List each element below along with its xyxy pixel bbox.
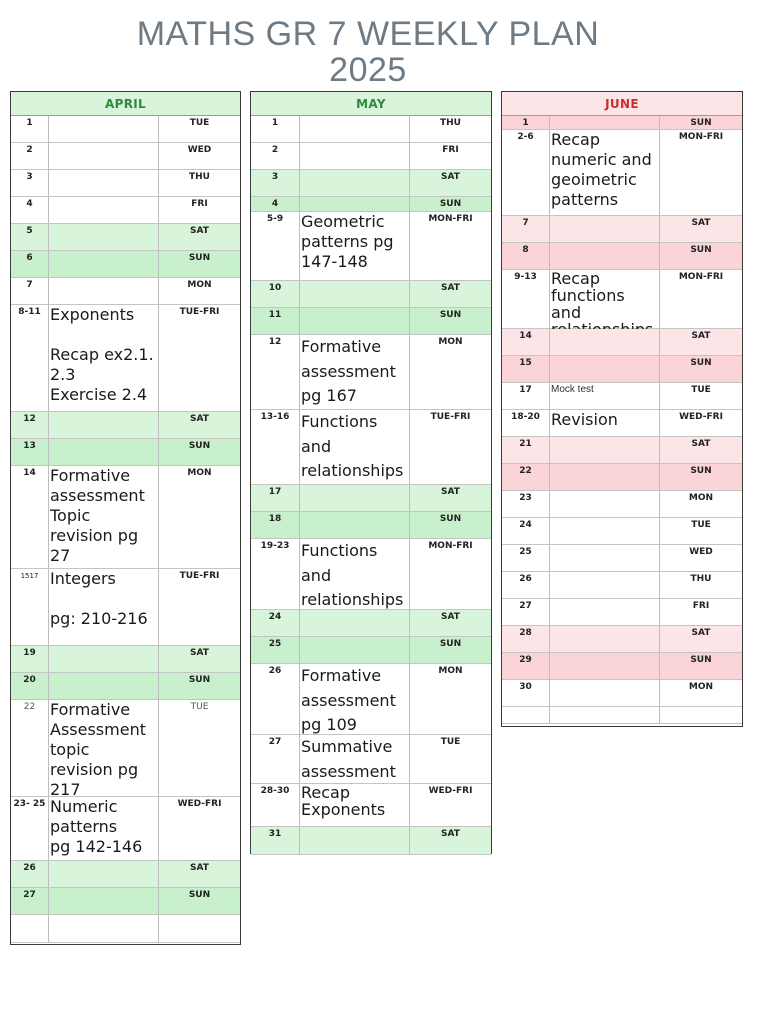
may-row — [251, 410, 491, 485]
april-date-cell: 27 — [11, 888, 49, 914]
april-date-cell: 1 — [11, 116, 49, 142]
april-row — [11, 673, 240, 700]
june-date-cell: 23 — [502, 491, 550, 517]
june-topic-cell — [550, 243, 660, 269]
may-topic-cell: Summative assessment — [300, 735, 410, 783]
june-date-cell: 8 — [502, 243, 550, 269]
june-row — [502, 243, 742, 270]
june-topic-cell — [550, 599, 660, 625]
may-row — [251, 281, 491, 308]
april-date-cell: 7 — [11, 278, 49, 304]
april-weekday-cell: MON — [187, 280, 212, 290]
june-date-cell: 26 — [502, 572, 550, 598]
april-topic-cell: Integers pg: 210-216 — [49, 569, 159, 645]
june-topic-cell: Revision — [550, 410, 660, 436]
april-row — [11, 412, 240, 439]
may-row — [251, 784, 491, 827]
april-date-cell: 4 — [11, 197, 49, 223]
may-weekday-cell: FRI — [442, 145, 459, 155]
june-topic-cell: Recap functions and — [550, 270, 660, 328]
june-row — [502, 599, 742, 626]
may-topic-cell — [300, 170, 410, 196]
april-date-cell: 12 — [11, 412, 49, 438]
june-date-cell: 18-20 — [502, 410, 550, 436]
june-topic-cell — [550, 216, 660, 242]
may-weekday-cell: SAT — [441, 612, 460, 622]
april-topic-cell — [49, 278, 159, 304]
april-topic-cell — [49, 673, 159, 699]
april-weekday-cell: SUN — [188, 253, 211, 263]
may-topic-cell — [300, 197, 410, 211]
april-row — [11, 466, 240, 569]
may-weekday-cell: MON-FRI — [428, 541, 473, 551]
may-weekday-cell: TUE — [440, 737, 461, 747]
june-topic-cell — [550, 116, 660, 129]
june-row — [502, 356, 742, 383]
june-date-cell: 1 — [502, 116, 550, 129]
june-weekday-cell: MON — [688, 682, 714, 692]
april-date-cell — [11, 915, 49, 942]
april-row — [11, 439, 240, 466]
may-row — [251, 335, 491, 410]
april-row — [11, 143, 240, 170]
june-weekday-cell: MON — [688, 493, 714, 503]
may-weekday-cell: THU — [440, 118, 461, 128]
may-topic-cell: Formative assessment pg 167 — [300, 335, 410, 409]
june-date-cell: 2-6 — [502, 130, 550, 215]
june-topic-cell: Recap numeric and geoimetric patterns — [550, 130, 660, 215]
may-topic-cell — [300, 308, 410, 334]
april-weekday-cell: TUE-FRI — [179, 307, 220, 317]
june-weekday-cell: MON-FRI — [678, 132, 724, 142]
june-row — [502, 545, 742, 572]
june-date-cell: 9-13 — [502, 270, 550, 328]
may-topic-cell — [300, 116, 410, 142]
may-topic-cell — [300, 485, 410, 511]
june-row — [502, 437, 742, 464]
title-line-2: 2025 — [329, 51, 407, 89]
april-weekday-cell: FRI — [191, 199, 208, 209]
june-date-cell: 7 — [502, 216, 550, 242]
june-row — [502, 216, 742, 243]
may-row — [251, 308, 491, 335]
may-row — [251, 735, 491, 784]
may-weekday-cell: WED-FRI — [428, 786, 473, 796]
june-topic-cell — [550, 572, 660, 598]
may-weekday-cell: SAT — [441, 487, 460, 497]
may-date-cell: 24 — [251, 610, 300, 636]
april-topic-cell: Formative Assessment topic revision pg 217 — [49, 700, 159, 796]
april-weekday-cell: SAT — [190, 414, 209, 424]
june-header: JUNE — [502, 92, 742, 116]
may-row — [251, 170, 491, 197]
june-topic-cell — [550, 329, 660, 355]
april-date-cell: 20 — [11, 673, 49, 699]
april-weekday-cell: WED-FRI — [177, 799, 222, 809]
june-row — [502, 626, 742, 653]
may-weekday-cell: TUE-FRI — [430, 412, 471, 422]
may-weekday-cell: SUN — [439, 514, 462, 524]
april-row — [11, 797, 240, 861]
may-row — [251, 143, 491, 170]
april-topic-cell — [49, 143, 159, 169]
may-column — [250, 91, 492, 854]
may-weekday-cell: SAT — [441, 283, 460, 293]
may-weekday-cell: MON — [438, 666, 463, 676]
june-weekday-cell: SUN — [690, 655, 712, 665]
june-weekday-cell: MON-FRI — [678, 272, 724, 282]
april-date-cell: 1517 — [11, 569, 49, 645]
june-row — [502, 383, 742, 410]
may-topic-cell: Functions and relationships — [300, 410, 410, 484]
june-weekday-cell: SAT — [691, 331, 711, 341]
may-topic-cell: Geometric patterns pg 147-148 — [300, 212, 410, 280]
june-row — [502, 518, 742, 545]
may-date-cell: 18 — [251, 512, 300, 538]
april-row — [11, 224, 240, 251]
may-row — [251, 116, 491, 143]
june-row — [502, 270, 742, 329]
may-date-cell: 10 — [251, 281, 300, 307]
april-weekday-cell — [159, 915, 240, 942]
april-row — [11, 251, 240, 278]
page-title — [0, 16, 736, 88]
may-topic-cell: Functions and relationships — [300, 539, 410, 609]
april-date-cell: 19 — [11, 646, 49, 672]
june-weekday-cell: SUN — [690, 358, 712, 368]
may-topic-cell: Formative assessment pg 109 — [300, 664, 410, 734]
april-date-cell: 13 — [11, 439, 49, 465]
april-weekday-cell: SUN — [188, 441, 211, 451]
april-row — [11, 170, 240, 197]
april-row — [11, 915, 240, 943]
june-row — [502, 464, 742, 491]
june-weekday-cell: TUE — [691, 385, 711, 395]
june-column — [501, 91, 743, 727]
june-topic-cell — [550, 464, 660, 490]
june-date-cell: 21 — [502, 437, 550, 463]
june-topic-cell — [550, 653, 660, 679]
may-row — [251, 512, 491, 539]
april-weekday-cell: SAT — [190, 863, 209, 873]
april-date-cell: 14 — [11, 466, 49, 568]
may-date-cell: 5-9 — [251, 212, 300, 280]
june-date-cell: 28 — [502, 626, 550, 652]
june-weekday-cell: FRI — [692, 601, 710, 611]
june-date-cell: 22 — [502, 464, 550, 490]
may-topic-cell: Recap Exponents — [300, 784, 410, 826]
may-date-cell: 26 — [251, 664, 300, 734]
may-date-cell: 25 — [251, 637, 300, 663]
june-date-cell: 27 — [502, 599, 550, 625]
april-row — [11, 197, 240, 224]
june-topic-cell — [550, 626, 660, 652]
may-topic-cell — [300, 143, 410, 169]
may-row — [251, 485, 491, 512]
april-topic-cell — [49, 197, 159, 223]
april-date-cell: 2 — [11, 143, 49, 169]
may-topic-cell — [300, 512, 410, 538]
june-weekday-cell: WED — [689, 547, 713, 557]
june-row — [502, 410, 742, 437]
april-row — [11, 305, 240, 412]
may-row — [251, 197, 491, 212]
may-weekday-cell: MON — [438, 337, 463, 347]
april-topic-cell — [49, 116, 159, 142]
april-row — [11, 569, 240, 646]
april-weekday-cell: WED — [187, 145, 212, 155]
june-date-cell: 14 — [502, 329, 550, 355]
may-weekday-cell: SUN — [439, 310, 462, 320]
april-topic-cell — [49, 861, 159, 887]
june-topic-cell — [550, 707, 660, 723]
april-weekday-cell: SUN — [188, 890, 211, 900]
april-weekday-cell: TUE-FRI — [179, 571, 220, 581]
april-weekday-cell: TUE — [189, 118, 210, 128]
may-weekday-cell: SUN — [439, 199, 462, 209]
april-weekday-cell: MON — [187, 468, 212, 478]
june-topic-cell — [550, 356, 660, 382]
june-row — [502, 130, 742, 216]
june-weekday-cell: SUN — [690, 245, 712, 255]
april-weekday-cell: SAT — [190, 648, 209, 658]
may-date-cell: 12 — [251, 335, 300, 409]
may-weekday-cell: SAT — [441, 829, 460, 839]
april-topic-cell — [49, 646, 159, 672]
may-topic-cell — [300, 610, 410, 636]
april-date-cell: 22 — [11, 700, 49, 796]
may-row — [251, 539, 491, 610]
june-weekday-cell: SAT — [691, 628, 711, 638]
may-date-cell: 1 — [251, 116, 300, 142]
june-topic-cell — [550, 491, 660, 517]
june-row — [502, 491, 742, 518]
may-weekday-cell: SAT — [441, 172, 460, 182]
may-row — [251, 212, 491, 281]
april-topic-cell — [49, 224, 159, 250]
may-weekday-cell: MON-FRI — [428, 214, 473, 224]
may-date-cell: 31 — [251, 827, 300, 854]
may-date-cell: 17 — [251, 485, 300, 511]
june-date-cell — [502, 707, 550, 723]
june-topic-cell — [550, 680, 660, 706]
may-weekday-cell: SUN — [439, 639, 462, 649]
title-line-1: MATHS GR 7 WEEKLY PLAN — [136, 15, 600, 53]
june-row — [502, 572, 742, 599]
april-row — [11, 888, 240, 915]
june-weekday-cell — [660, 707, 742, 723]
june-date-cell: 25 — [502, 545, 550, 571]
may-date-cell: 19-23 — [251, 539, 300, 609]
april-weekday-cell: TUE — [190, 702, 209, 712]
may-date-cell: 27 — [251, 735, 300, 783]
april-row — [11, 700, 240, 797]
april-weekday-cell: SUN — [188, 675, 211, 685]
may-header: MAY — [251, 92, 491, 116]
june-row — [502, 329, 742, 356]
may-date-cell: 3 — [251, 170, 300, 196]
may-date-cell: 4 — [251, 197, 300, 211]
april-row — [11, 116, 240, 143]
june-topic-cell: Mock test — [550, 383, 660, 409]
may-row — [251, 827, 491, 855]
june-weekday-cell: TUE — [691, 520, 711, 530]
april-topic-cell — [49, 915, 159, 942]
june-weekday-cell: WED-FRI — [679, 412, 723, 422]
june-weekday-cell: SAT — [691, 218, 711, 228]
april-topic-cell — [49, 412, 159, 438]
june-row — [502, 653, 742, 680]
june-date-cell: 30 — [502, 680, 550, 706]
may-row — [251, 637, 491, 664]
june-topic-cell — [550, 518, 660, 544]
june-weekday-cell: THU — [690, 574, 712, 584]
april-topic-cell — [49, 170, 159, 196]
june-topic-cell — [550, 437, 660, 463]
may-topic-cell — [300, 281, 410, 307]
june-row — [502, 116, 742, 130]
june-date-cell: 24 — [502, 518, 550, 544]
april-row — [11, 646, 240, 673]
april-topic-cell — [49, 439, 159, 465]
june-row — [502, 680, 742, 707]
may-topic-cell — [300, 637, 410, 663]
april-topic-cell — [49, 251, 159, 277]
may-row — [251, 664, 491, 735]
may-date-cell: 28-30 — [251, 784, 300, 826]
april-date-cell: 26 — [11, 861, 49, 887]
june-date-cell: 17 — [502, 383, 550, 409]
april-column — [10, 91, 241, 945]
april-date-cell: 8-11 — [11, 305, 49, 411]
april-weekday-cell: THU — [189, 172, 210, 182]
april-header: APRIL — [11, 92, 240, 116]
april-weekday-cell: SAT — [190, 226, 209, 236]
april-topic-cell — [49, 888, 159, 914]
april-topic-cell: Formative assessment Topic revision pg 27 — [49, 466, 159, 568]
april-topic-cell: Numeric patterns pg 142-146 — [49, 797, 159, 860]
april-date-cell: 3 — [11, 170, 49, 196]
june-weekday-cell: SAT — [691, 439, 711, 449]
april-topic-cell: Exponents Recap ex2.1. 2.3 Exercise 2.4 — [49, 305, 159, 411]
june-weekday-cell: SUN — [690, 118, 712, 128]
may-date-cell: 2 — [251, 143, 300, 169]
may-date-cell: 11 — [251, 308, 300, 334]
june-weekday-cell: SUN — [690, 466, 712, 476]
april-date-cell: 5 — [11, 224, 49, 250]
june-topic-cell — [550, 545, 660, 571]
june-row — [502, 707, 742, 724]
may-row — [251, 610, 491, 637]
june-date-cell: 15 — [502, 356, 550, 382]
april-date-cell: 6 — [11, 251, 49, 277]
may-topic-cell — [300, 827, 410, 854]
april-row — [11, 278, 240, 305]
may-date-cell: 13-16 — [251, 410, 300, 484]
april-date-cell: 23- 25 — [11, 797, 49, 860]
june-date-cell: 29 — [502, 653, 550, 679]
april-row — [11, 861, 240, 888]
